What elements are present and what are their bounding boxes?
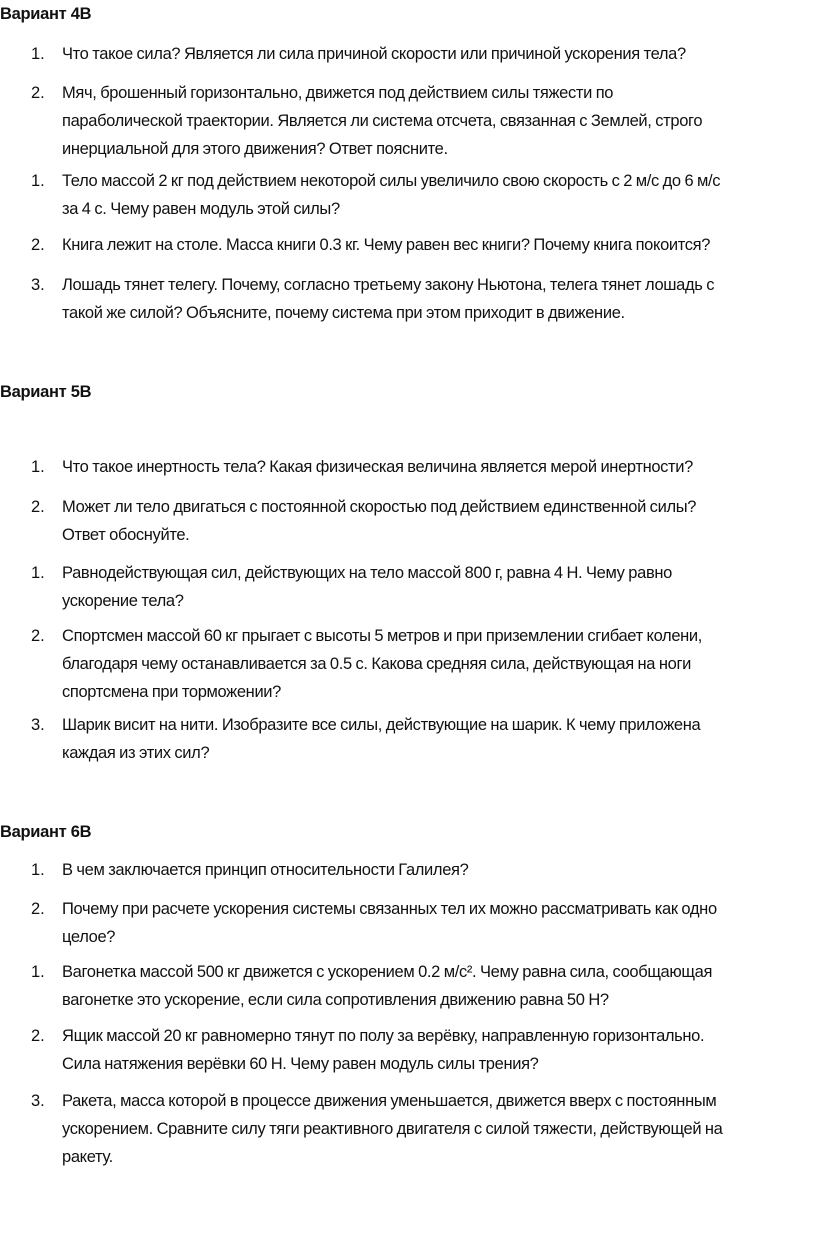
question-line: ускорение тела? [62, 592, 184, 610]
question-number: 2. [31, 236, 45, 254]
question-line: параболической траектории. Является ли система отсчета, связанная с Землей, строго [62, 112, 703, 130]
question-text [62, 895, 812, 951]
question-number: 2. [31, 627, 45, 645]
question-number: 2. [31, 900, 45, 918]
question-line: за 4 с. Чему равен модуль этой силы? [62, 200, 340, 218]
question-number: 2. [31, 1027, 45, 1045]
question-line: вагонетке это ускорение, если сила сопротивления движению равна 50 Н? [62, 991, 609, 1009]
question-line: Сила натяжения верёвки 60 Н. Чему равен модуль силы трения? [62, 1055, 539, 1073]
question-line: Может ли тело двигаться с постоянной скоростью под действием единственной силы? [62, 498, 697, 516]
question-text [62, 493, 812, 549]
question-text [62, 1022, 812, 1078]
question-text [62, 622, 812, 706]
section-heading-5v: Вариант 5В [0, 383, 92, 401]
question-number: 2. [31, 84, 45, 102]
question-text [62, 231, 812, 259]
question-line: Что такое инертность тела? Какая физическая величина является мерой инертности? [62, 458, 693, 476]
question-line: ускорением. Сравните силу тяги реактивного двигателя с силой тяжести, действующей на [62, 1120, 723, 1138]
question-line: Ответ обоснуйте. [62, 526, 190, 544]
question-line: такой же силой? Объясните, почему система при этом приходит в движение. [62, 304, 625, 322]
question-line: каждая из этих сил? [62, 744, 210, 762]
question-number: 1. [31, 564, 45, 582]
question-line: Что такое сила? Является ли сила причиной скорости или причиной ускорения тела? [62, 45, 686, 63]
question-number: 3. [31, 716, 45, 734]
question-line: целое? [62, 928, 116, 946]
section-heading-4v: Вариант 4В [0, 5, 92, 23]
question-line: ракету. [62, 1148, 113, 1166]
question-number: 3. [31, 276, 45, 294]
question-line: В чем заключается принцип относительности Галилея? [62, 861, 469, 879]
question-line: Тело массой 2 кг под действием некоторой силы увеличило свою скорость с 2 м/с до 6 м/с [62, 172, 721, 190]
question-line: Вагонетка массой 500 кг движется с ускорением 0.2 м/с². Чему равна сила, сообщающая [62, 963, 713, 981]
section-heading-6v: Вариант 6В [0, 823, 92, 841]
question-line: благодаря чему останавливается за 0.5 с. Какова средняя сила, действующая на ноги [62, 655, 691, 673]
question-text [62, 271, 812, 327]
question-line: Спортсмен массой 60 кг прыгает с высоты 5 метров и при приземлении сгибает колени, [62, 627, 703, 645]
question-line: Мяч, брошенный горизонтально, движется под действием силы тяжести по [62, 84, 614, 102]
question-number: 1. [31, 172, 45, 190]
question-number: 3. [31, 1092, 45, 1110]
question-line: Шарик висит на нити. Изобразите все силы, действующие на шарик. К чему приложена [62, 716, 701, 734]
question-line: Лошадь тянет телегу. Почему, согласно третьему закону Ньютона, телега тянет лошадь с [62, 276, 715, 294]
question-text [62, 711, 812, 767]
question-text [62, 958, 812, 1014]
question-number: 1. [31, 45, 45, 63]
question-text [62, 453, 812, 481]
question-text [62, 167, 812, 223]
question-line: Почему при расчете ускорения системы связанных тел их можно рассматривать как одно [62, 900, 717, 918]
question-text [62, 856, 812, 884]
question-line: Ящик массой 20 кг равномерно тянут по полу за верёвку, направленную горизонтально. [62, 1027, 705, 1045]
question-line: инерциальной для этого движения? Ответ поясните. [62, 140, 448, 158]
question-number: 2. [31, 498, 45, 516]
question-line: Равнодействующая сил, действующих на тело массой 800 г, равна 4 Н. Чему равно [62, 564, 672, 582]
question-line: Книга лежит на столе. Масса книги 0.3 кг. Чему равен вес книги? Почему книга покоится? [62, 236, 711, 254]
question-number: 1. [31, 458, 45, 476]
question-number: 1. [31, 963, 45, 981]
question-text [62, 40, 812, 68]
question-line: Ракета, масса которой в процессе движения уменьшается, движется вверх с постоянным [62, 1092, 717, 1110]
question-line: спортсмена при торможении? [62, 683, 281, 701]
question-number: 1. [31, 861, 45, 879]
question-text [62, 1087, 812, 1171]
question-text [62, 559, 812, 615]
question-text [62, 79, 812, 163]
